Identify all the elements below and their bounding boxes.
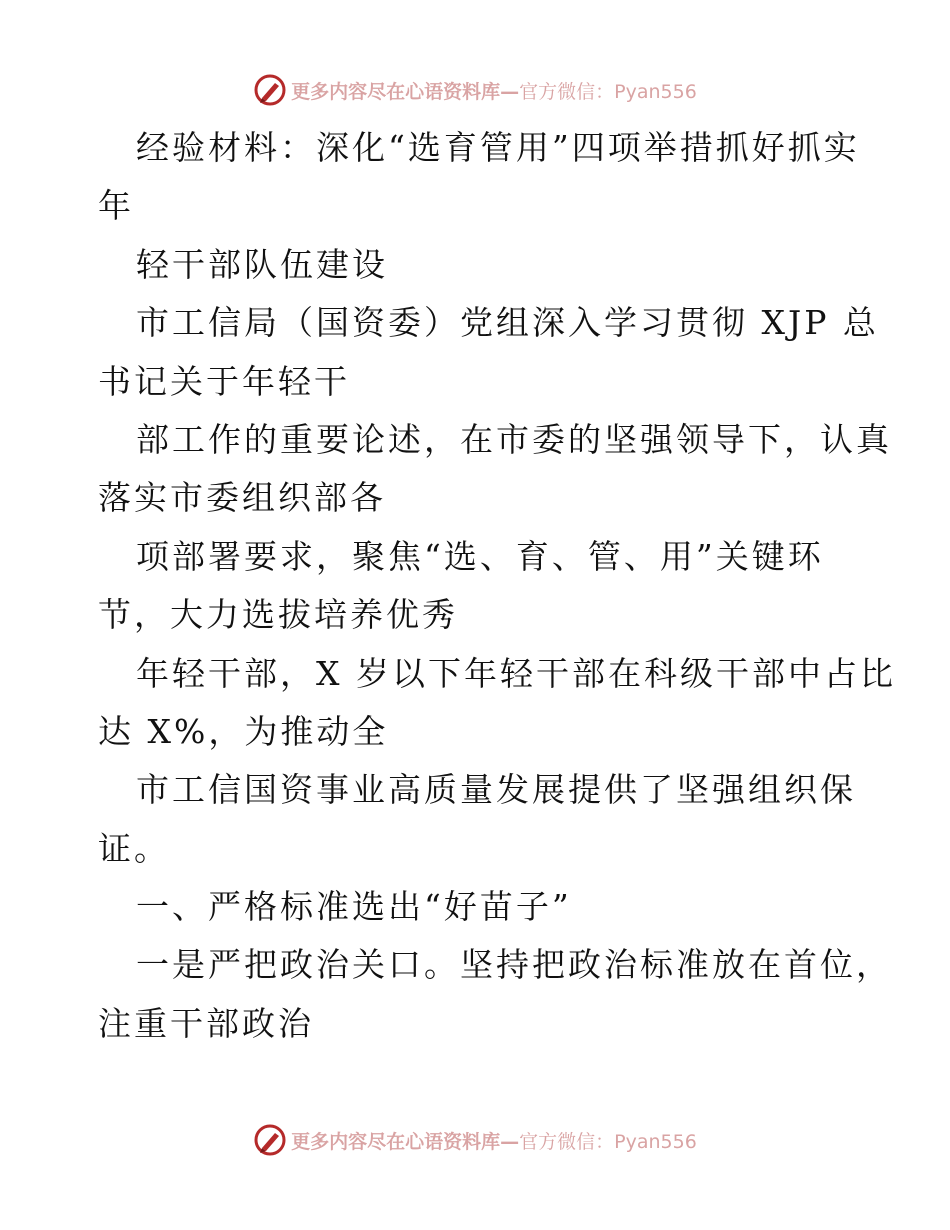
text-line: 年: [98, 186, 134, 226]
text-line: 部工作的重要论述，在市委的坚强领导下，认真: [136, 419, 892, 459]
footer-watermark: [0, 1120, 950, 1160]
document-body: [0, 119, 950, 1053]
text-line: 市工信国资事业高质量发展提供了坚强组织保: [136, 770, 856, 810]
watermark-text: 更多内容尽在心语资料库—官方微信：Pyan556: [291, 80, 697, 103]
section-heading: 一、严格标准选出“好苗子”: [136, 887, 572, 927]
text-line: 项部署要求，聚焦“选、育、管、用”关键环: [136, 536, 824, 576]
watermark-wechat: 官方微信：Pyan556: [519, 80, 697, 103]
text-line: 轻干部队伍建设: [136, 244, 388, 284]
header-watermark: [0, 70, 950, 110]
text-line: 市工信局（国资委）党组深入学习贯彻 XJP 总: [136, 303, 879, 343]
text-line: 节，大力选拔培养优秀: [98, 595, 458, 635]
text-line: 注重干部政治: [98, 1003, 314, 1043]
text-line: 书记关于年轻干: [98, 361, 350, 401]
text-line: 一是严把政治关口。坚持把政治标准放在首位，: [136, 945, 892, 985]
text-line: 经验材料：深化“选育管用”四项举措抓好抓实: [136, 128, 860, 167]
text-line: 证。: [98, 828, 170, 868]
text-line: 达 X%，为推动全: [98, 711, 389, 751]
watermark-wechat: 官方微信：Pyan556: [519, 1130, 697, 1153]
text-line: 落实市委组织部各: [98, 478, 386, 518]
pen-logo-icon: [253, 1123, 287, 1157]
text-line: 年轻干部，X 岁以下年轻干部在科级干部中占比: [136, 653, 896, 693]
watermark-text: 更多内容尽在心语资料库—官方微信：Pyan556: [291, 1130, 697, 1153]
pen-logo-icon: [253, 73, 287, 107]
